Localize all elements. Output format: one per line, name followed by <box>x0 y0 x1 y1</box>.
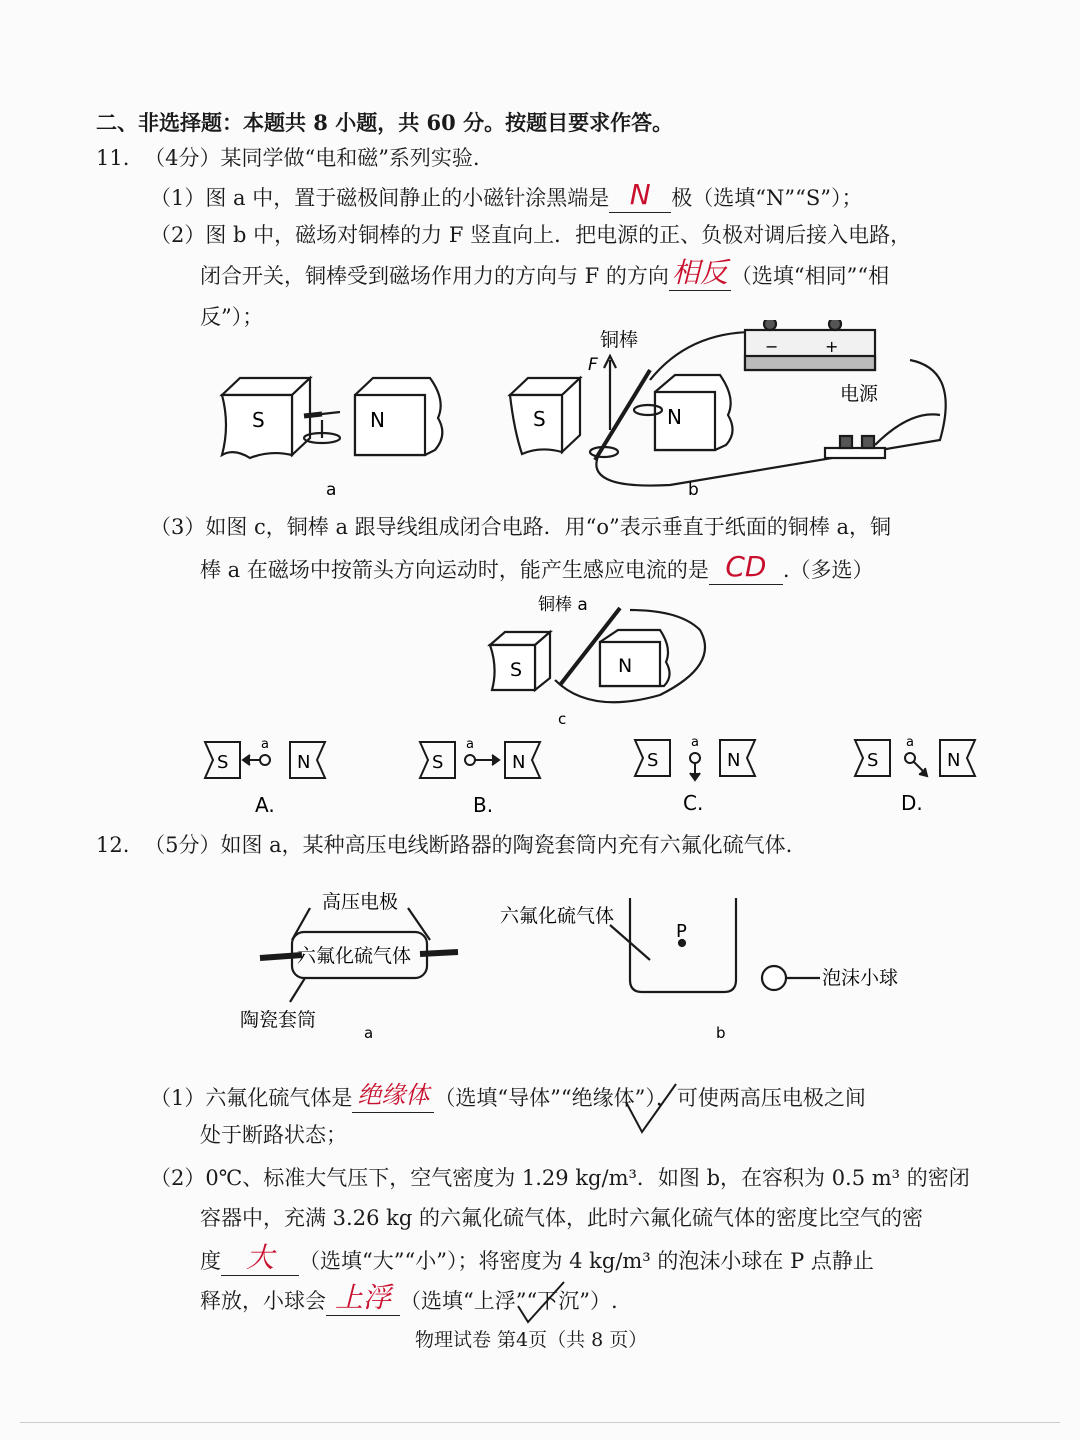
q12-stem: （5分）如图 a，某种高压电线断路器的陶瓷套筒内充有六氟化硫气体. <box>144 833 793 857</box>
q11-number: 11. <box>96 146 130 170</box>
q11-p3-blank[interactable] <box>709 552 783 585</box>
q11-p1-answer: N <box>629 178 651 211</box>
q12-p2-blank2[interactable] <box>326 1283 400 1316</box>
q12-p2-line3-before: 度 <box>200 1249 221 1273</box>
q11-part3-line2 <box>200 552 874 585</box>
opt-d-s: S <box>867 750 879 771</box>
check-mark-icon <box>620 1080 680 1140</box>
opt-b-n: N <box>512 752 526 773</box>
q11-p3-before: 棒 a 在磁场中按箭头方向运动时，能产生感应电流的是 <box>200 558 709 582</box>
fig-b <box>510 320 946 486</box>
q12-p2-answer2: 上浮 <box>334 1281 391 1314</box>
q11-part3-line1: （3）如图 c，铜棒 a 跟导线组成闭合电路．用“o”表示垂直于纸面的铜棒 a，铜 <box>150 515 891 539</box>
q12-p2-blank1[interactable] <box>221 1243 299 1276</box>
page-footer: 物理试卷 第4页（共 8 页） <box>415 1329 648 1351</box>
q11-p3-after: .（多选） <box>782 558 874 582</box>
q11-p2-after: （选填“相同”“相 <box>730 264 890 288</box>
q12-fig-a-caption: a <box>364 1024 374 1042</box>
fig-c-caption: c <box>558 710 567 728</box>
fig-a-s-label: S <box>252 408 265 432</box>
q11-p2-blank[interactable] <box>669 258 731 291</box>
bottom-divider <box>20 1422 1060 1423</box>
q12-fig-a-gas: 六氟化硫气体 <box>297 945 412 967</box>
q12-header <box>96 830 792 860</box>
q11-part1 <box>150 180 862 213</box>
fig-a-caption: a <box>326 480 337 500</box>
fig-a-n-label: N <box>370 408 385 432</box>
q11-p1-blank[interactable] <box>609 180 671 213</box>
q12-fig-b-point: P <box>676 921 687 942</box>
q12-fig-b-ball: 泡沫小球 <box>822 967 899 989</box>
q12-p1-blank[interactable] <box>352 1080 434 1113</box>
q12-p2-line4-before: 释放，小球会 <box>200 1289 326 1313</box>
q12-part2-line3 <box>200 1243 874 1276</box>
opt-b-s: S <box>432 752 444 773</box>
opt-c-rod: a <box>691 735 699 750</box>
opt-a-rod: a <box>261 737 269 752</box>
option-c-label[interactable]: C. <box>683 791 704 815</box>
q12-part1-line2: 处于断路状态； <box>200 1123 347 1147</box>
q11-p2-answer: 相反 <box>671 256 728 289</box>
option-d-label[interactable]: D. <box>901 791 923 815</box>
opt-d-rod: a <box>906 735 914 750</box>
q12-figures <box>230 880 950 1050</box>
opt-d-n: N <box>947 750 961 771</box>
q12-part1-line1 <box>150 1080 866 1113</box>
q11-part2-line3: 反”）； <box>200 305 264 329</box>
fig-b-n-label: N <box>667 405 682 429</box>
q11-figure-c <box>480 590 720 730</box>
q12-fig-b-gas: 六氟化硫气体 <box>500 905 615 927</box>
q11-header <box>96 143 480 173</box>
opt-a-s: S <box>217 752 229 773</box>
opt-c-n: N <box>727 750 741 771</box>
fig-b-plus: + <box>825 337 839 356</box>
q12-fig-a-electrode: 高压电极 <box>322 891 399 913</box>
fig-c-s-label: S <box>510 659 523 681</box>
q12-p1-after: （选填“导体”“绝缘体”），可使两高压电极之间 <box>434 1086 866 1110</box>
section-title: 二、非选择题：本题共 8 小题，共 60 分。按题目要求作答。 <box>96 110 674 135</box>
q12-part2-line1: （2）0℃、标准大气压下，空气密度为 1.29 kg/m³．如图 b，在容积为 0.5 m³ 的密闭 <box>150 1166 970 1190</box>
fig-b-s-label: S <box>533 407 546 431</box>
fig-b-rod-label: 铜棒 <box>600 329 639 351</box>
q12-fig-b-caption: b <box>716 1024 726 1042</box>
q11-p3-answer: CD <box>725 550 767 583</box>
q12-p1-answer: 绝缘体 <box>357 1081 430 1109</box>
q12-p1-before: （1）六氟化硫气体是 <box>150 1086 353 1110</box>
q12-part2-line2: 容器中，充满 3.26 kg 的六氟化硫气体，此时六氟化硫气体的密度比空气的密 <box>200 1206 923 1230</box>
q11-options <box>195 730 995 825</box>
fig-c-rod-label: 铜棒 a <box>538 595 588 615</box>
option-a-label[interactable]: A. <box>255 793 275 817</box>
q11-p1-before: （1）图 a 中，置于磁极间静止的小磁针涂黑端是 <box>150 186 610 210</box>
fig-b-force-label: F <box>588 355 598 375</box>
fig-b-minus: − <box>765 337 779 356</box>
check-mark-icon <box>510 1278 570 1328</box>
q11-part2-line1: （2）图 b 中，磁场对铜棒的力 F 竖直向上．把电源的正、负极对调后接入电路， <box>150 223 912 247</box>
opt-b-rod: a <box>466 737 474 752</box>
fig-c-n-label: N <box>618 655 633 677</box>
q12-number: 12. <box>96 833 130 857</box>
q12-p2-line3-after: （选填“大”“小”）；将密度为 4 kg/m³ 的泡沫小球在 P 点静止 <box>299 1249 874 1273</box>
option-b-label[interactable]: B. <box>473 793 494 817</box>
q12-p2-line4-after: （选填“上浮”“下沉”）. <box>400 1289 618 1313</box>
fig-b-caption: b <box>688 480 699 500</box>
opt-a-n: N <box>297 752 311 773</box>
q11-stem: （4分）某同学做“电和磁”系列实验. <box>144 146 480 170</box>
opt-c-s: S <box>647 750 659 771</box>
q11-p2-before: 闭合开关，铜棒受到磁场作用力的方向与 F 的方向 <box>200 264 669 288</box>
q11-p1-after: 极（选填“N”“S”）； <box>671 186 863 210</box>
q11-figures-ab <box>200 320 960 510</box>
fig-b-power-label: 电源 <box>840 383 879 405</box>
q12-p2-answer1: 大 <box>245 1241 274 1274</box>
q11-part2-line2 <box>200 258 889 291</box>
q12-fig-a-sleeve: 陶瓷套筒 <box>240 1009 317 1031</box>
